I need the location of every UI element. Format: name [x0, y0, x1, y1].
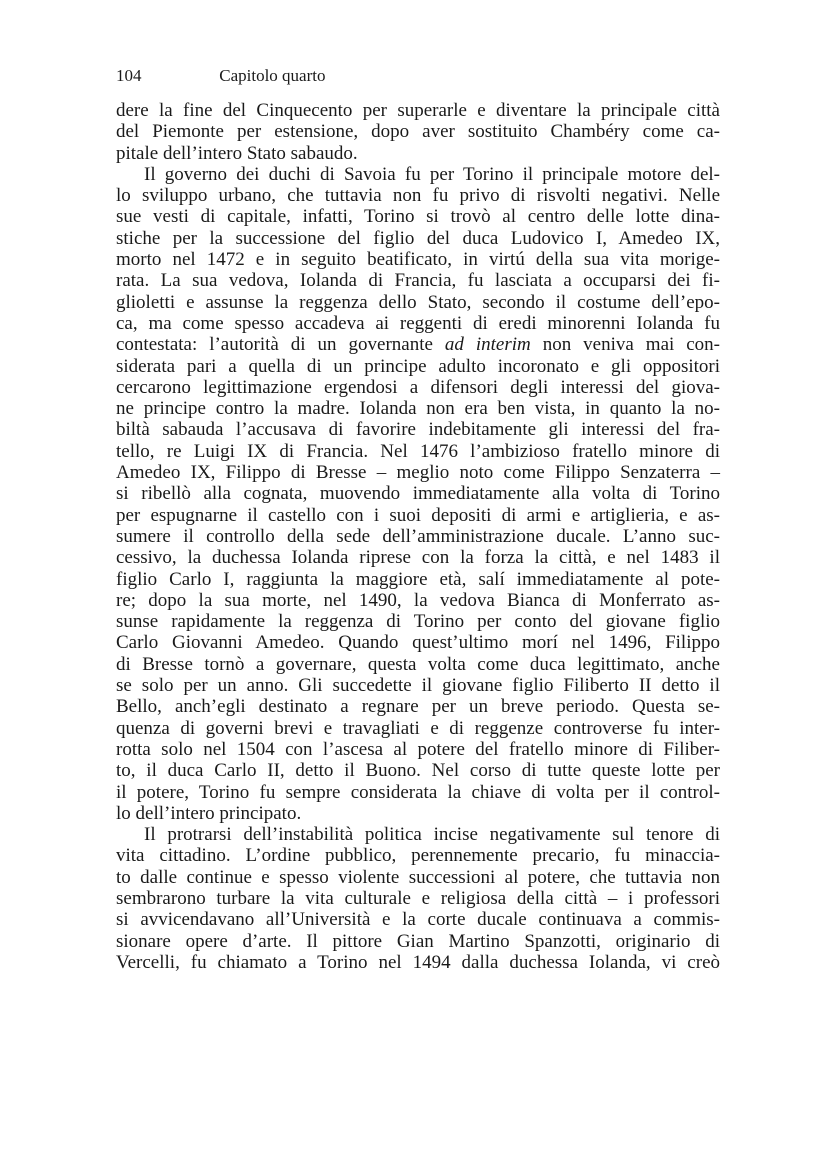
text-line: figlio Carlo I, raggiunta la maggiore età, salí immediatamente al pote- — [116, 568, 720, 590]
text-line: to dalle continue e spesso violente successioni al potere, che tuttavia non — [116, 866, 720, 888]
text-line: ca, ma come spesso accadeva ai reggenti di eredi minorenni Iolanda fu — [116, 312, 720, 334]
text-line: il potere, Torino fu sempre considerata la chiave di volta per il control- — [116, 781, 720, 803]
text-line: vita cittadino. L’ordine pubblico, perennemente precario, fu minaccia- — [116, 845, 720, 867]
text-line: to, il duca Carlo II, detto il Buono. Nel corso di tutte queste lotte per — [116, 760, 720, 782]
text-segment: contestata: l’autorità di un governante — [116, 334, 445, 356]
text-line: lo dell’intero principato. — [116, 802, 302, 824]
text-line: del Piemonte per estensione, dopo aver sostituito Chambéry come ca- — [116, 121, 720, 143]
text-line: per espugnarne il castello con i suoi depositi di armi e artiglieria, e as- — [116, 504, 720, 526]
text-line: Il governo dei duchi di Savoia fu per Torino il principale motore del- — [144, 163, 720, 185]
text-line: Bello, anch’egli destinato a regnare per un breve periodo. Questa se- — [116, 696, 720, 718]
text-line: re; dopo la sua morte, nel 1490, la vedova Bianca di Monferrato as- — [116, 589, 720, 611]
running-head-chapter-title: Capitolo quarto — [219, 66, 326, 85]
text-line: sue vesti di capitale, infatti, Torino si trovò al centro delle lotte dina- — [116, 206, 720, 228]
text-line: rotta solo nel 1504 con l’ascesa al potere del fratello minore di Filiber- — [116, 738, 720, 760]
text-line: dere la fine del Cinquecento per superarle e diventare la principale città — [116, 100, 720, 121]
text-line: si ribellò alla cognata, muovendo immediatamente alla volta di Torino — [116, 483, 720, 505]
text-line: siderata pari a quella di un principe adulto incoronato e gli oppositori — [116, 355, 720, 377]
text-line: pitale dell’intero Stato sabaudo. — [116, 142, 358, 164]
text-line: Carlo Giovanni Amedeo. Quando quest’ultimo morí nel 1496, Filippo — [116, 632, 720, 654]
text-line — [116, 334, 720, 355]
text-line: Il protrarsi dell’instabilità politica incise negativamente sul tenore di — [144, 824, 720, 846]
text-line: sembrarono turbare la vita culturale e religiosa della città – i professori — [116, 887, 720, 909]
text-line: lo sviluppo urbano, che tuttavia non fu privo di risvolti negativi. Nelle — [116, 185, 720, 207]
text-line: di Bresse tornò a governare, questa volta come duca legittimato, anche — [116, 653, 720, 675]
text-line: sunse rapidamente la reggenza di Torino per conto del giovane figlio — [116, 611, 720, 633]
text-line: sumere il controllo della sede dell’amministrazione ducale. L’anno suc- — [116, 525, 720, 547]
text-line: glioletti e assunse la reggenza dello Stato, secondo il costume dell’epo- — [116, 291, 720, 313]
text-line: tello, re Luigi IX di Francia. Nel 1476 l’ambizioso fratello minore di — [116, 440, 720, 462]
text-line: rata. La sua vedova, Iolanda di Francia, fu lasciata a occuparsi dei fi- — [116, 270, 720, 292]
page-header — [116, 66, 736, 86]
text-line: sionare opere d’arte. Il pittore Gian Martino Spanzotti, originario di — [116, 930, 720, 952]
text-line: cessivo, la duchessa Iolanda riprese con la forza la città, e nel 1483 il — [116, 547, 720, 569]
text-line: biltà sabauda l’accusava di favorire indebitamente gli interessi del fra- — [116, 419, 720, 441]
text-line: se solo per un anno. Gli succedette il giovane figlio Filiberto II detto il — [116, 675, 720, 697]
body-text — [116, 100, 720, 973]
text-line: morto nel 1472 e in seguito beatificato, in virtú della sua vita morige- — [116, 249, 720, 271]
page-number: 104 — [116, 66, 142, 85]
text-line: quenza di governi brevi e travagliati e di reggenze controverse fu inter- — [116, 717, 720, 739]
text-line: ne principe contro la madre. Iolanda non era ben vista, in quanto la no- — [116, 398, 720, 420]
text-line: si avvicendavano all’Università e la corte ducale continuava a commis- — [116, 909, 720, 931]
text-segment: non veniva mai con- — [530, 334, 721, 356]
text-line: Amedeo IX, Filippo di Bresse – meglio noto come Filippo Senzaterra – — [116, 462, 720, 484]
text-line: cercarono legittimazione ergendosi a difensori degli interessi del giova- — [116, 376, 720, 398]
italic-phrase: ad interim — [444, 334, 531, 356]
text-line: stiche per la successione del figlio del duca Ludovico I, Amedeo IX, — [116, 227, 720, 249]
text-line: Vercelli, fu chiamato a Torino nel 1494 dalla duchessa Iolanda, vi creò — [116, 951, 720, 973]
